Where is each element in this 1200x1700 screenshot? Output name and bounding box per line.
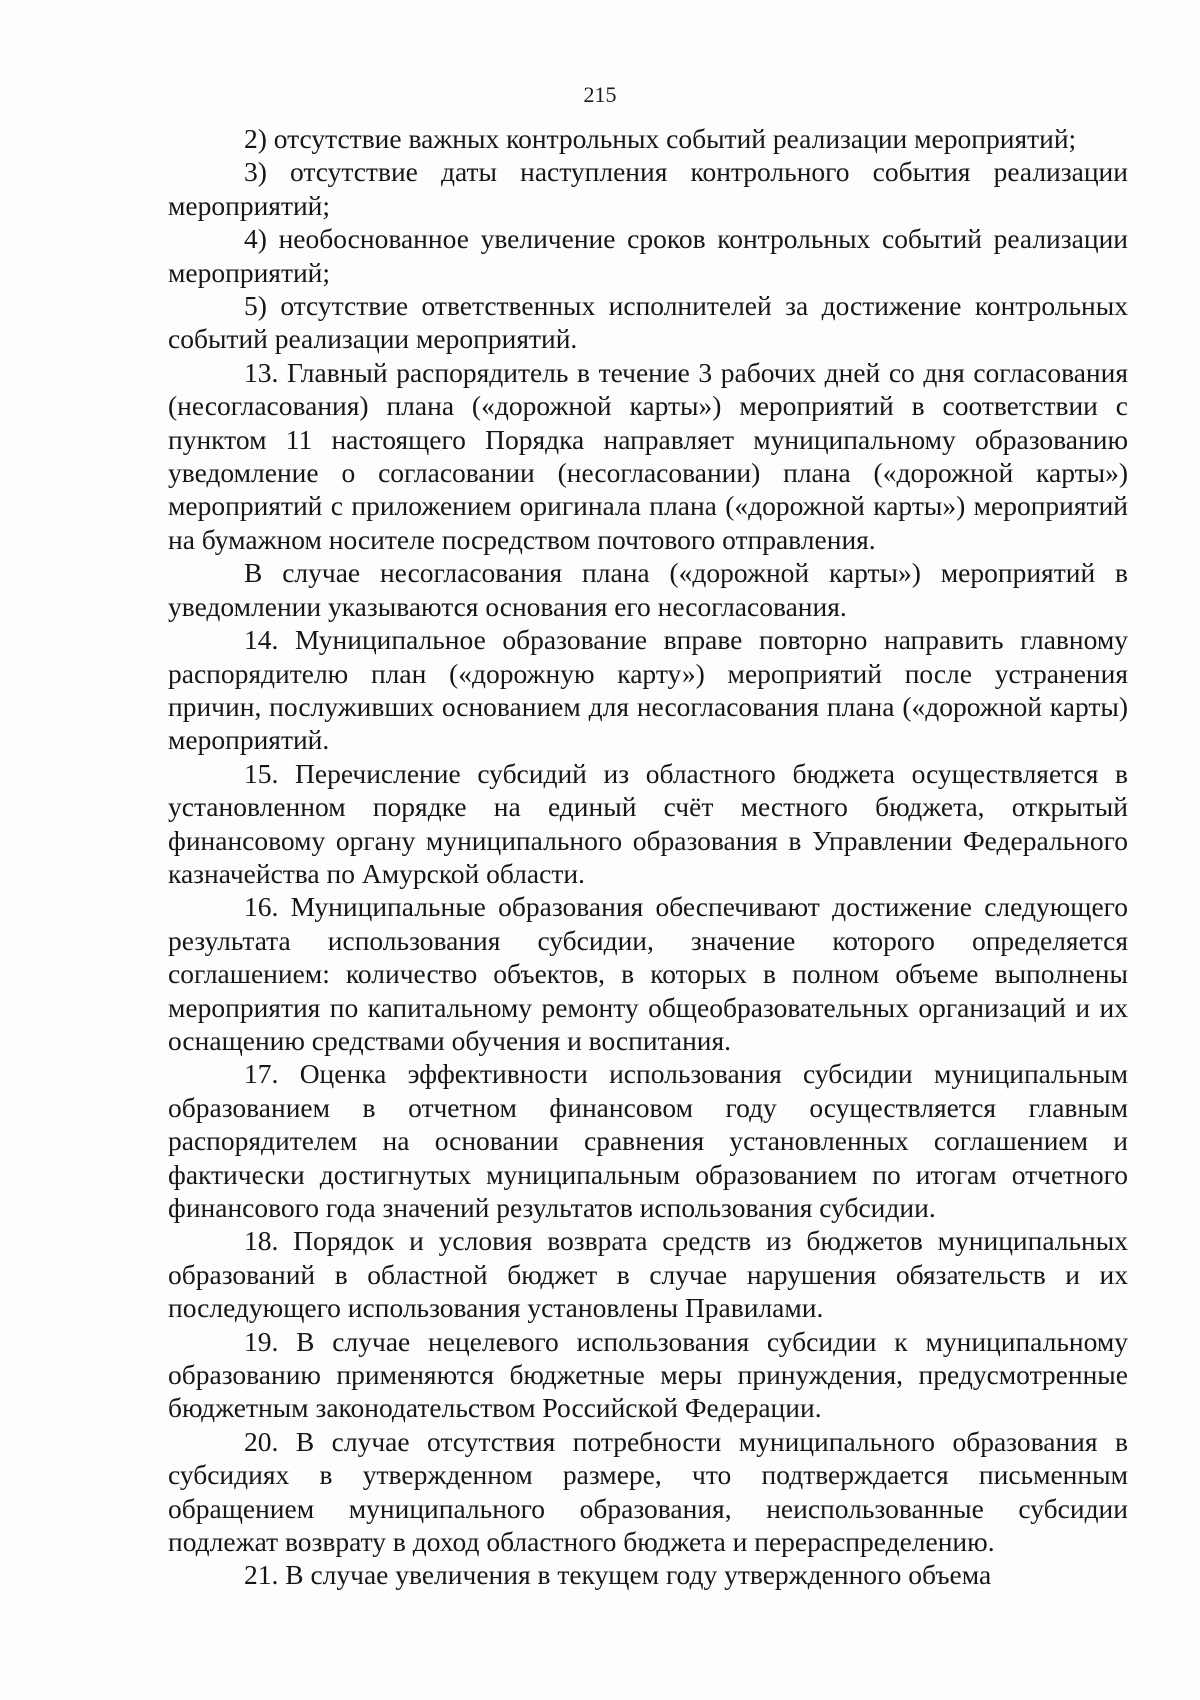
paragraph-15: 15. Перечисление субсидий из областного бюджета осуществляется в установленном порядке на единый счёт местного бюджета, открытый финансовому органу муниципального образования в Управлении Федерального казначейства по Амурской области. [168,757,1128,889]
paragraph-18: 18. Порядок и условия возврата средств из бюджетов муниципальных образований в областной бюджет в случае нарушения обязательств и их последующего использования установлены Правилами. [168,1225,1128,1324]
paragraph-17: 17. Оценка эффективности использования субсидии муниципальным образованием в отчетном финансовом году осуществляется главным распорядителем на основании сравнения установленных соглашением и фактически достигнутых муниципальным образованием по итогам отчетного финансового года значений результатов использования субсидии. [168,1058,1128,1223]
paragraph-13: 13. Главный распорядитель в течение 3 рабочих дней со дня согласования (несогласования) плана («дорожной карты») мероприятий в соответствии с пунктом 11 настоящего Порядка направляет муниципальному образованию уведомление о согласовании (несогласовании) плана («дорожной карты») мероприятий с приложением оригинала плана («дорожной карты») мероприятий на бумажном носителе посредством почтового отправления. [168,356,1128,555]
paragraph-item-3: 3) отсутствие даты наступления контрольного события реализации мероприятий; [168,156,1128,221]
paragraph-20: 20. В случае отсутствия потребности муниципального образования в субсидиях в утвержденном размере, что подтверждается письменным обращением муниципального образования, неиспользованные субсидии подлежат возврату в доход областного бюджета и перераспределению. [168,1425,1128,1558]
paragraph-21: 21. В случае увеличения в текущем году утвержденного объема [244,1559,992,1591]
paragraph-16: 16. Муниципальные образования обеспечивают достижение следующего результата использования субсидии, значение которого определяется соглашением: количество объектов, в которых в полном объеме выполнены мероприятия по капитальному ремонту общеобразовательных организаций и их оснащению средствами обучения и воспитания. [168,891,1128,1056]
paragraph-item-5: 5) отсутствие ответственных исполнителей за достижение контрольных событий реализации мероприятий. [168,290,1128,355]
paragraph-13-note: В случае несогласования плана («дорожной карты») мероприятий в уведомлении указываются основания его несогласования. [168,557,1128,622]
paragraph-19: 19. В случае нецелевого использования субсидии к муниципальному образованию применяются бюджетные меры принуждения, предусмотренные бюджетным законодательством Российской Федерации. [168,1325,1128,1424]
paragraph-14: 14. Муниципальное образование вправе повторно направить главному распорядителю план («дорожную карту») мероприятий после устранения причин, послуживших основанием для несогласования плана («дорожной карты) мероприятий. [168,624,1128,756]
paragraph-item-2: 2) отсутствие важных контрольных событий реализации мероприятий; [244,123,1077,154]
paragraph-item-4: 4) необоснованное увеличение сроков контрольных событий реализации мероприятий; [168,223,1128,288]
page-number: 215 [583,82,617,107]
document-body [168,122,1128,1592]
